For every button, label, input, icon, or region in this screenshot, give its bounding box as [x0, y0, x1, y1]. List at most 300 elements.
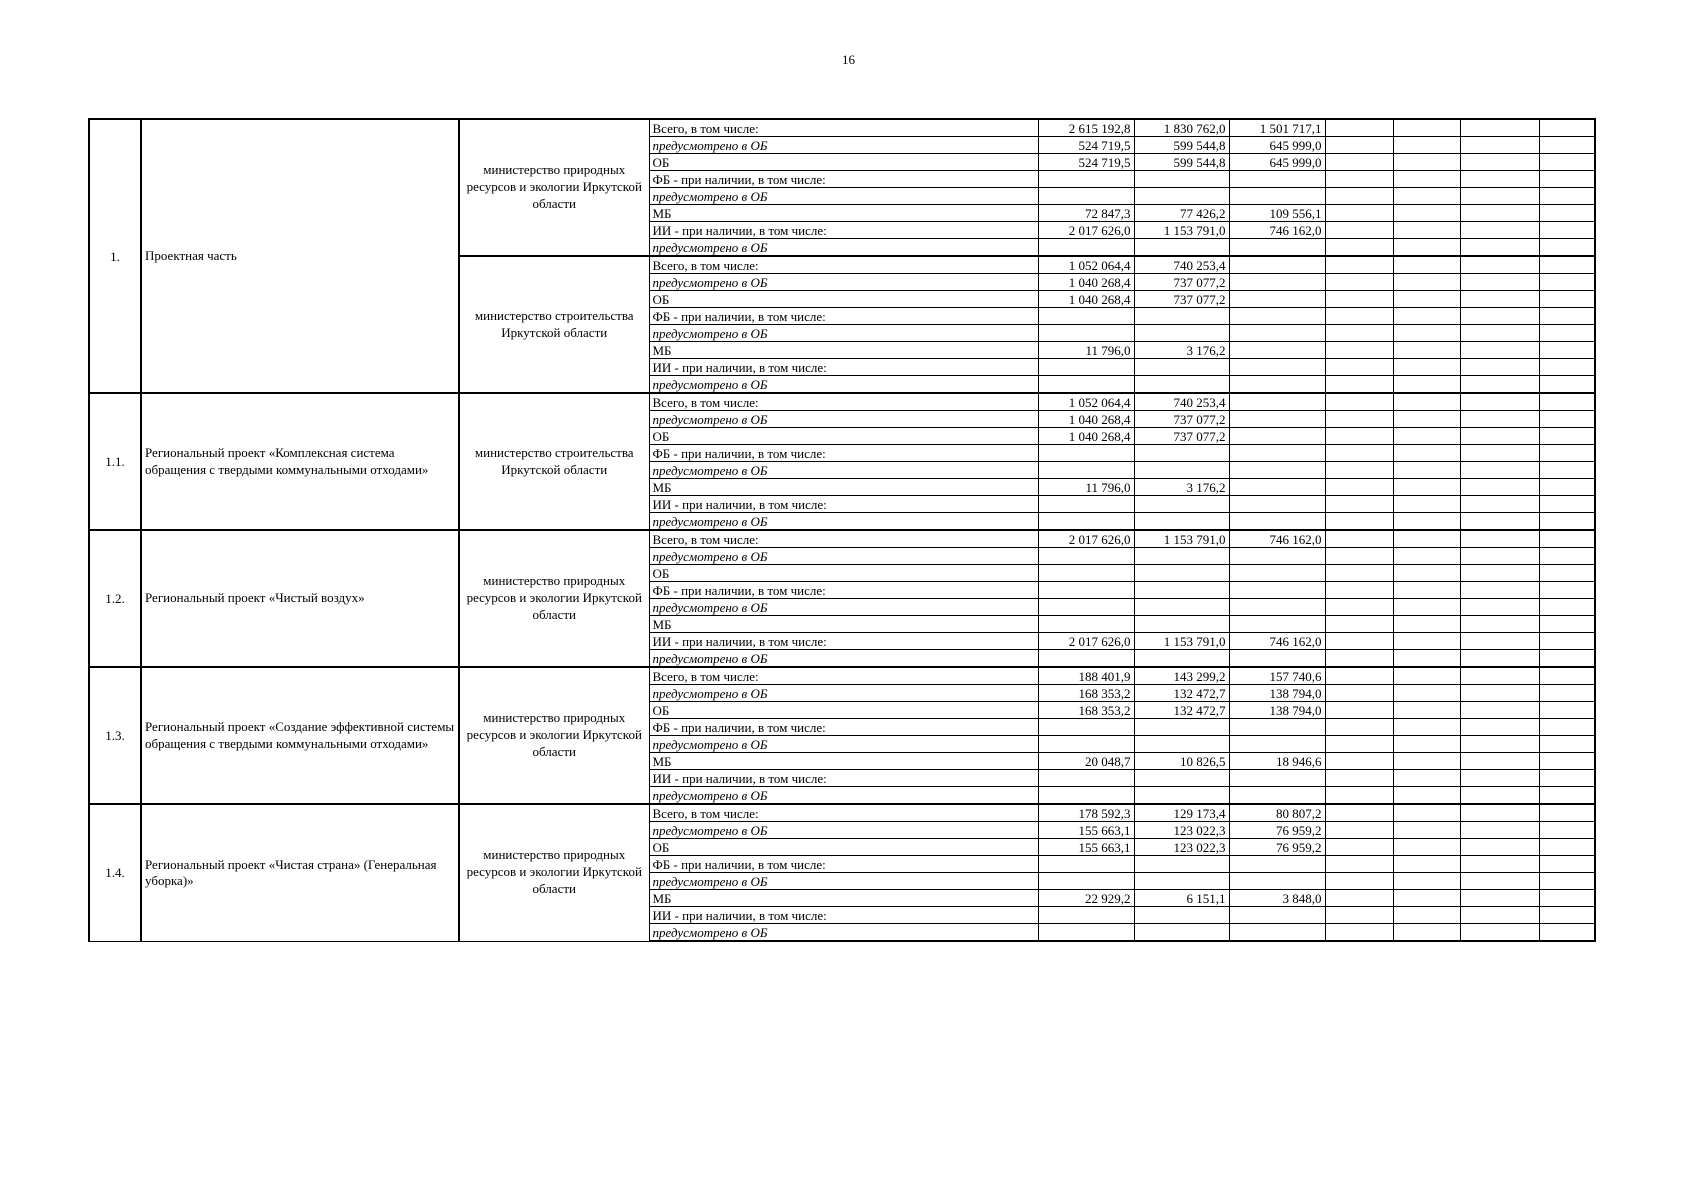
table-row [89, 667, 1595, 685]
empty-cell [1460, 205, 1539, 222]
section-number: 1.2. [89, 530, 141, 667]
funding-source-label: предусмотрено в ОБ [649, 462, 1038, 479]
empty-cell [1460, 222, 1539, 239]
empty-cell [1460, 479, 1539, 496]
amount-cell [1229, 359, 1325, 376]
empty-cell [1539, 256, 1595, 274]
empty-cell [1460, 513, 1539, 531]
empty-cell [1393, 702, 1460, 719]
funding-source-label: предусмотрено в ОБ [649, 685, 1038, 702]
empty-cell [1539, 907, 1595, 924]
amount-cell [1134, 308, 1229, 325]
table-body [89, 119, 1595, 941]
empty-cell [1325, 513, 1393, 531]
amount-cell [1134, 188, 1229, 205]
funding-source-label: предусмотрено в ОБ [649, 411, 1038, 428]
empty-cell [1393, 753, 1460, 770]
amount-cell: 157 740,6 [1229, 667, 1325, 685]
funding-source-label: МБ [649, 342, 1038, 359]
empty-cell [1393, 650, 1460, 668]
empty-cell [1325, 702, 1393, 719]
empty-cell [1460, 633, 1539, 650]
amount-cell: 740 253,4 [1134, 393, 1229, 411]
amount-cell [1038, 650, 1134, 668]
amount-cell [1134, 376, 1229, 394]
empty-cell [1539, 856, 1595, 873]
funding-source-label: ИИ - при наличии, в том числе: [649, 359, 1038, 376]
amount-cell: 1 830 762,0 [1134, 119, 1229, 137]
amount-cell [1229, 428, 1325, 445]
empty-cell [1539, 325, 1595, 342]
empty-cell [1460, 496, 1539, 513]
amount-cell [1038, 188, 1134, 205]
funding-source-label: ОБ [649, 428, 1038, 445]
section-number: 1.3. [89, 667, 141, 804]
empty-cell [1460, 154, 1539, 171]
empty-cell [1539, 565, 1595, 582]
funding-source-label: ОБ [649, 839, 1038, 856]
funding-source-label: Всего, в том числе: [649, 804, 1038, 822]
amount-cell: 155 663,1 [1038, 822, 1134, 839]
empty-cell [1393, 462, 1460, 479]
empty-cell [1325, 411, 1393, 428]
empty-cell [1539, 393, 1595, 411]
amount-cell [1134, 171, 1229, 188]
table-row [89, 530, 1595, 548]
amount-cell [1229, 462, 1325, 479]
amount-cell [1038, 565, 1134, 582]
responsible-org: министерство природных ресурсов и экологии Иркутской области [459, 530, 649, 667]
amount-cell [1229, 907, 1325, 924]
amount-cell [1134, 325, 1229, 342]
amount-cell [1038, 582, 1134, 599]
amount-cell [1229, 239, 1325, 257]
empty-cell [1393, 445, 1460, 462]
amount-cell [1038, 376, 1134, 394]
empty-cell [1393, 188, 1460, 205]
amount-cell: 123 022,3 [1134, 822, 1229, 839]
empty-cell [1393, 736, 1460, 753]
funding-source-label: ФБ - при наличии, в том числе: [649, 445, 1038, 462]
amount-cell [1229, 599, 1325, 616]
empty-cell [1539, 924, 1595, 942]
empty-cell [1460, 188, 1539, 205]
amount-cell: 3 176,2 [1134, 479, 1229, 496]
empty-cell [1393, 856, 1460, 873]
amount-cell: 109 556,1 [1229, 205, 1325, 222]
empty-cell [1539, 154, 1595, 171]
amount-cell: 143 299,2 [1134, 667, 1229, 685]
empty-cell [1460, 839, 1539, 856]
empty-cell [1393, 770, 1460, 787]
amount-cell: 138 794,0 [1229, 702, 1325, 719]
empty-cell [1539, 188, 1595, 205]
section-number: 1. [89, 119, 141, 393]
empty-cell [1325, 839, 1393, 856]
empty-cell [1460, 256, 1539, 274]
amount-cell [1134, 650, 1229, 668]
empty-cell [1325, 154, 1393, 171]
empty-cell [1393, 308, 1460, 325]
empty-cell [1539, 616, 1595, 633]
empty-cell [1539, 411, 1595, 428]
amount-cell: 168 353,2 [1038, 685, 1134, 702]
empty-cell [1393, 719, 1460, 736]
empty-cell [1539, 736, 1595, 753]
amount-cell [1229, 873, 1325, 890]
amount-cell [1134, 359, 1229, 376]
empty-cell [1325, 291, 1393, 308]
funding-source-label: предусмотрено в ОБ [649, 873, 1038, 890]
funding-source-label: Всего, в том числе: [649, 119, 1038, 137]
empty-cell [1393, 137, 1460, 154]
amount-cell [1038, 599, 1134, 616]
empty-cell [1460, 702, 1539, 719]
empty-cell [1460, 530, 1539, 548]
empty-cell [1393, 359, 1460, 376]
section-name: Региональный проект «Чистый воздух» [141, 530, 459, 667]
empty-cell [1393, 291, 1460, 308]
empty-cell [1539, 890, 1595, 907]
amount-cell: 6 151,1 [1134, 890, 1229, 907]
empty-cell [1460, 856, 1539, 873]
amount-cell: 3 176,2 [1134, 342, 1229, 359]
empty-cell [1325, 685, 1393, 702]
amount-cell [1038, 462, 1134, 479]
amount-cell: 77 426,2 [1134, 205, 1229, 222]
funding-source-label: ОБ [649, 565, 1038, 582]
funding-source-label: Всего, в том числе: [649, 393, 1038, 411]
funding-source-label: ИИ - при наличии, в том числе: [649, 633, 1038, 650]
empty-cell [1325, 650, 1393, 668]
empty-cell [1393, 325, 1460, 342]
amount-cell: 524 719,5 [1038, 137, 1134, 154]
empty-cell [1325, 308, 1393, 325]
empty-cell [1460, 308, 1539, 325]
empty-cell [1325, 393, 1393, 411]
empty-cell [1393, 222, 1460, 239]
empty-cell [1539, 308, 1595, 325]
funding-source-label: предусмотрено в ОБ [649, 599, 1038, 616]
amount-cell: 123 022,3 [1134, 839, 1229, 856]
funding-source-label: ОБ [649, 702, 1038, 719]
empty-cell [1325, 342, 1393, 359]
amount-cell [1229, 770, 1325, 787]
empty-cell [1539, 274, 1595, 291]
empty-cell [1539, 239, 1595, 257]
funding-source-label: предусмотрено в ОБ [649, 513, 1038, 531]
empty-cell [1539, 753, 1595, 770]
empty-cell [1393, 256, 1460, 274]
amount-cell: 2 017 626,0 [1038, 530, 1134, 548]
section-name: Проектная часть [141, 119, 459, 393]
amount-cell [1038, 907, 1134, 924]
amount-cell [1038, 924, 1134, 942]
table-row [89, 393, 1595, 411]
amount-cell [1229, 342, 1325, 359]
empty-cell [1460, 599, 1539, 616]
empty-cell [1393, 924, 1460, 942]
empty-cell [1460, 445, 1539, 462]
amount-cell: 737 077,2 [1134, 291, 1229, 308]
amount-cell [1134, 599, 1229, 616]
amount-cell: 2 017 626,0 [1038, 222, 1134, 239]
empty-cell [1460, 325, 1539, 342]
page-number: 16 [842, 52, 855, 67]
amount-cell: 76 959,2 [1229, 822, 1325, 839]
empty-cell [1325, 188, 1393, 205]
responsible-org: министерство природных ресурсов и экологии Иркутской области [459, 667, 649, 804]
empty-cell [1325, 770, 1393, 787]
amount-cell [1134, 582, 1229, 599]
empty-cell [1460, 804, 1539, 822]
empty-cell [1325, 548, 1393, 565]
amount-cell: 737 077,2 [1134, 428, 1229, 445]
funding-source-label: предусмотрено в ОБ [649, 548, 1038, 565]
amount-cell [1229, 308, 1325, 325]
empty-cell [1539, 479, 1595, 496]
section-name: Региональный проект «Комплексная система обращения с твердыми коммунальными отходами» [141, 393, 459, 530]
empty-cell [1393, 839, 1460, 856]
amount-cell: 155 663,1 [1038, 839, 1134, 856]
empty-cell [1393, 171, 1460, 188]
empty-cell [1539, 171, 1595, 188]
empty-cell [1325, 616, 1393, 633]
empty-cell [1539, 222, 1595, 239]
empty-cell [1539, 428, 1595, 445]
funding-source-label: ИИ - при наличии, в том числе: [649, 907, 1038, 924]
amount-cell [1038, 239, 1134, 257]
empty-cell [1539, 359, 1595, 376]
amount-cell: 10 826,5 [1134, 753, 1229, 770]
amount-cell [1038, 171, 1134, 188]
empty-cell [1539, 873, 1595, 890]
funding-source-label: предусмотрено в ОБ [649, 787, 1038, 805]
amount-cell [1229, 393, 1325, 411]
amount-cell [1134, 445, 1229, 462]
amount-cell [1134, 462, 1229, 479]
amount-cell [1134, 513, 1229, 531]
amount-cell [1038, 719, 1134, 736]
responsible-org: министерство строительства Иркутской области [459, 256, 649, 393]
funding-source-label: МБ [649, 616, 1038, 633]
amount-cell: 80 807,2 [1229, 804, 1325, 822]
empty-cell [1539, 582, 1595, 599]
empty-cell [1460, 787, 1539, 805]
amount-cell [1038, 873, 1134, 890]
amount-cell: 188 401,9 [1038, 667, 1134, 685]
amount-cell [1229, 325, 1325, 342]
funding-source-label: ФБ - при наличии, в том числе: [649, 719, 1038, 736]
empty-cell [1393, 119, 1460, 137]
funding-source-label: ФБ - при наличии, в том числе: [649, 582, 1038, 599]
amount-cell [1229, 479, 1325, 496]
empty-cell [1460, 359, 1539, 376]
amount-cell [1038, 445, 1134, 462]
section-number: 1.1. [89, 393, 141, 530]
empty-cell [1539, 702, 1595, 719]
amount-cell [1229, 188, 1325, 205]
empty-cell [1460, 924, 1539, 942]
amount-cell: 1 040 268,4 [1038, 411, 1134, 428]
amount-cell [1134, 873, 1229, 890]
amount-cell: 1 501 717,1 [1229, 119, 1325, 137]
amount-cell [1229, 736, 1325, 753]
amount-cell: 740 253,4 [1134, 256, 1229, 274]
amount-cell [1134, 736, 1229, 753]
empty-cell [1325, 171, 1393, 188]
amount-cell: 1 153 791,0 [1134, 222, 1229, 239]
amount-cell: 129 173,4 [1134, 804, 1229, 822]
empty-cell [1460, 119, 1539, 137]
amount-cell: 737 077,2 [1134, 411, 1229, 428]
empty-cell [1460, 770, 1539, 787]
empty-cell [1325, 565, 1393, 582]
empty-cell [1539, 548, 1595, 565]
empty-cell [1325, 719, 1393, 736]
amount-cell: 1 153 791,0 [1134, 530, 1229, 548]
amount-cell: 18 946,6 [1229, 753, 1325, 770]
amount-cell: 2 017 626,0 [1038, 633, 1134, 650]
funding-source-label: предусмотрено в ОБ [649, 137, 1038, 154]
amount-cell [1229, 924, 1325, 942]
empty-cell [1539, 445, 1595, 462]
empty-cell [1325, 137, 1393, 154]
responsible-org: министерство строительства Иркутской области [459, 393, 649, 530]
amount-cell [1134, 565, 1229, 582]
funding-source-label: Всего, в том числе: [649, 530, 1038, 548]
amount-cell [1038, 616, 1134, 633]
empty-cell [1325, 633, 1393, 650]
amount-cell [1229, 411, 1325, 428]
empty-cell [1460, 342, 1539, 359]
empty-cell [1393, 411, 1460, 428]
amount-cell: 22 929,2 [1038, 890, 1134, 907]
empty-cell [1393, 633, 1460, 650]
amount-cell [1229, 650, 1325, 668]
empty-cell [1325, 205, 1393, 222]
amount-cell: 737 077,2 [1134, 274, 1229, 291]
empty-cell [1325, 462, 1393, 479]
empty-cell [1460, 291, 1539, 308]
empty-cell [1460, 907, 1539, 924]
empty-cell [1539, 839, 1595, 856]
amount-cell: 599 544,8 [1134, 137, 1229, 154]
amount-cell: 746 162,0 [1229, 530, 1325, 548]
empty-cell [1325, 907, 1393, 924]
empty-cell [1539, 650, 1595, 668]
empty-cell [1325, 530, 1393, 548]
empty-cell [1460, 719, 1539, 736]
amount-cell: 746 162,0 [1229, 222, 1325, 239]
amount-cell [1038, 856, 1134, 873]
amount-cell: 1 153 791,0 [1134, 633, 1229, 650]
empty-cell [1460, 650, 1539, 668]
amount-cell: 1 052 064,4 [1038, 393, 1134, 411]
empty-cell [1539, 137, 1595, 154]
amount-cell [1229, 719, 1325, 736]
amount-cell: 746 162,0 [1229, 633, 1325, 650]
section-name: Региональный проект «Чистая страна» (Генеральная уборка)» [141, 804, 459, 941]
empty-cell [1539, 496, 1595, 513]
empty-cell [1539, 530, 1595, 548]
funding-source-label: Всего, в том числе: [649, 667, 1038, 685]
empty-cell [1325, 667, 1393, 685]
amount-cell: 138 794,0 [1229, 685, 1325, 702]
amount-cell [1134, 719, 1229, 736]
funding-source-label: ФБ - при наличии, в том числе: [649, 308, 1038, 325]
funding-source-label: предусмотрено в ОБ [649, 822, 1038, 839]
funding-source-label: Всего, в том числе: [649, 256, 1038, 274]
empty-cell [1393, 376, 1460, 394]
empty-cell [1325, 496, 1393, 513]
amount-cell: 1 040 268,4 [1038, 291, 1134, 308]
empty-cell [1460, 873, 1539, 890]
amount-cell [1038, 359, 1134, 376]
empty-cell [1393, 907, 1460, 924]
empty-cell [1325, 890, 1393, 907]
empty-cell [1393, 239, 1460, 257]
amount-cell [1229, 274, 1325, 291]
funding-source-label: предусмотрено в ОБ [649, 274, 1038, 291]
funding-source-label: ФБ - при наличии, в том числе: [649, 171, 1038, 188]
empty-cell [1393, 582, 1460, 599]
empty-cell [1325, 736, 1393, 753]
amount-cell [1229, 582, 1325, 599]
responsible-org: министерство природных ресурсов и экологии Иркутской области [459, 119, 649, 256]
empty-cell [1460, 239, 1539, 257]
funding-source-label: МБ [649, 890, 1038, 907]
amount-cell [1229, 616, 1325, 633]
empty-cell [1539, 462, 1595, 479]
empty-cell [1325, 239, 1393, 257]
amount-cell [1229, 376, 1325, 394]
empty-cell [1325, 479, 1393, 496]
table-row [89, 804, 1595, 822]
amount-cell: 645 999,0 [1229, 137, 1325, 154]
empty-cell [1325, 582, 1393, 599]
funding-source-label: ФБ - при наличии, в том числе: [649, 856, 1038, 873]
amount-cell [1134, 856, 1229, 873]
amount-cell: 3 848,0 [1229, 890, 1325, 907]
empty-cell [1393, 565, 1460, 582]
empty-cell [1460, 428, 1539, 445]
amount-cell [1038, 548, 1134, 565]
empty-cell [1539, 822, 1595, 839]
amount-cell: 1 040 268,4 [1038, 428, 1134, 445]
amount-cell [1229, 548, 1325, 565]
empty-cell [1460, 393, 1539, 411]
empty-cell [1539, 667, 1595, 685]
amount-cell [1038, 770, 1134, 787]
empty-cell [1539, 513, 1595, 531]
amount-cell: 1 052 064,4 [1038, 256, 1134, 274]
empty-cell [1460, 685, 1539, 702]
empty-cell [1393, 548, 1460, 565]
empty-cell [1393, 479, 1460, 496]
empty-cell [1393, 205, 1460, 222]
empty-cell [1539, 770, 1595, 787]
funding-source-label: ОБ [649, 291, 1038, 308]
empty-cell [1460, 548, 1539, 565]
empty-cell [1393, 393, 1460, 411]
amount-cell [1134, 616, 1229, 633]
amount-cell [1134, 907, 1229, 924]
amount-cell [1229, 787, 1325, 805]
empty-cell [1393, 428, 1460, 445]
empty-cell [1393, 513, 1460, 531]
funding-source-label: ИИ - при наличии, в том числе: [649, 496, 1038, 513]
